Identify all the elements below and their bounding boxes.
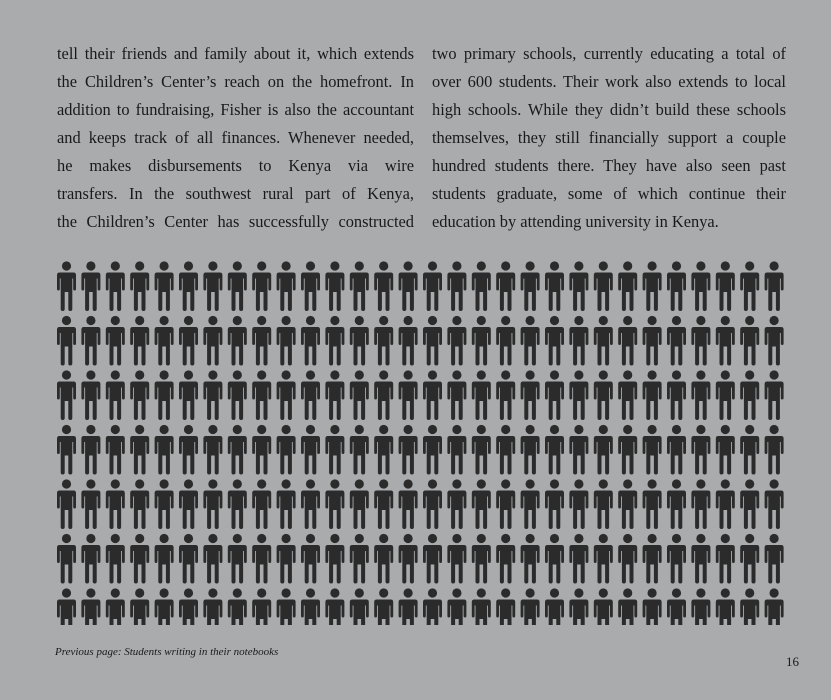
person-icon bbox=[325, 261, 344, 311]
left-text-column bbox=[57, 40, 414, 236]
person-icon bbox=[350, 316, 369, 366]
person-icon bbox=[447, 479, 466, 529]
text-line: two primary schools, currently educating a total of bbox=[432, 44, 786, 63]
person-icon bbox=[472, 261, 491, 311]
person-icon bbox=[301, 479, 320, 529]
person-icon bbox=[57, 370, 76, 420]
person-icon bbox=[252, 534, 271, 584]
person-icon bbox=[155, 588, 174, 625]
person-icon bbox=[521, 425, 540, 475]
person-icon bbox=[155, 534, 174, 584]
text-line: transfers. In the southwest rural part of Kenya, bbox=[57, 184, 414, 203]
person-icon bbox=[423, 261, 442, 311]
person-icon bbox=[472, 534, 491, 584]
person-icon bbox=[618, 588, 637, 625]
person-icon bbox=[203, 588, 222, 625]
person-icon bbox=[301, 425, 320, 475]
person-icon bbox=[130, 534, 149, 584]
people-icon-grid bbox=[55, 260, 787, 625]
person-icon bbox=[569, 479, 588, 529]
person-icon bbox=[447, 261, 466, 311]
person-icon bbox=[472, 588, 491, 625]
text-line: education by attending university in Kenya. bbox=[432, 212, 719, 231]
person-icon bbox=[325, 370, 344, 420]
person-icon bbox=[716, 425, 735, 475]
text-line: he makes disbursements to Kenya via wire bbox=[57, 156, 414, 175]
person-icon bbox=[691, 316, 710, 366]
person-icon bbox=[496, 261, 515, 311]
person-icon bbox=[716, 534, 735, 584]
person-icon bbox=[374, 316, 393, 366]
person-icon bbox=[179, 588, 198, 625]
person-icon bbox=[301, 261, 320, 311]
person-icon bbox=[569, 316, 588, 366]
person-icon bbox=[521, 261, 540, 311]
person-icon bbox=[569, 534, 588, 584]
person-icon bbox=[277, 261, 296, 311]
person-icon bbox=[472, 316, 491, 366]
person-icon bbox=[399, 425, 418, 475]
person-icon bbox=[594, 534, 613, 584]
person-icon bbox=[374, 425, 393, 475]
person-icon bbox=[472, 425, 491, 475]
person-icon bbox=[203, 261, 222, 311]
person-icon bbox=[594, 479, 613, 529]
person-icon bbox=[350, 425, 369, 475]
person-icon bbox=[740, 479, 759, 529]
person-icon bbox=[545, 370, 564, 420]
person-icon bbox=[374, 534, 393, 584]
person-icon bbox=[252, 261, 271, 311]
person-icon bbox=[740, 370, 759, 420]
person-icon bbox=[179, 425, 198, 475]
person-icon bbox=[252, 425, 271, 475]
person-icon bbox=[691, 425, 710, 475]
person-icon bbox=[667, 534, 686, 584]
person-icon bbox=[423, 370, 442, 420]
photo-caption: Previous page: Students writing in their notebooks bbox=[55, 646, 279, 658]
person-icon bbox=[301, 370, 320, 420]
person-icon bbox=[740, 588, 759, 625]
person-icon bbox=[545, 316, 564, 366]
person-icon bbox=[106, 370, 125, 420]
person-icon bbox=[569, 588, 588, 625]
text-line: tell their friends and family about it, which extends bbox=[57, 44, 414, 63]
person-icon bbox=[643, 370, 662, 420]
person-icon bbox=[740, 534, 759, 584]
person-icon bbox=[325, 534, 344, 584]
person-icon bbox=[545, 588, 564, 625]
person-icon bbox=[521, 316, 540, 366]
person-icon bbox=[691, 370, 710, 420]
person-icon bbox=[179, 316, 198, 366]
person-icon bbox=[350, 370, 369, 420]
person-icon bbox=[374, 588, 393, 625]
person-icon bbox=[350, 588, 369, 625]
person-icon bbox=[350, 261, 369, 311]
person-icon bbox=[57, 479, 76, 529]
person-icon bbox=[374, 479, 393, 529]
text-line: high schools. While they didn’t build these schools bbox=[432, 100, 786, 119]
person-icon bbox=[740, 425, 759, 475]
person-icon bbox=[203, 534, 222, 584]
person-icon bbox=[325, 425, 344, 475]
person-icon bbox=[618, 425, 637, 475]
person-icon bbox=[447, 534, 466, 584]
person-icon bbox=[643, 479, 662, 529]
person-icon bbox=[130, 316, 149, 366]
person-icon bbox=[130, 588, 149, 625]
person-icon bbox=[740, 316, 759, 366]
person-icon bbox=[155, 425, 174, 475]
person-icon bbox=[691, 534, 710, 584]
person-icon bbox=[545, 425, 564, 475]
person-icon bbox=[350, 534, 369, 584]
person-icon bbox=[496, 479, 515, 529]
person-icon bbox=[155, 479, 174, 529]
person-icon bbox=[716, 316, 735, 366]
person-icon bbox=[643, 261, 662, 311]
person-icon bbox=[228, 479, 247, 529]
person-icon bbox=[399, 261, 418, 311]
person-icon bbox=[423, 479, 442, 529]
person-icon bbox=[643, 588, 662, 625]
person-icon bbox=[569, 370, 588, 420]
person-icon bbox=[545, 261, 564, 311]
person-icon bbox=[203, 479, 222, 529]
text-line: the Children’s Center’s reach on the homefront. In bbox=[57, 72, 414, 91]
person-icon bbox=[130, 425, 149, 475]
person-icon bbox=[521, 534, 540, 584]
person-icon bbox=[399, 479, 418, 529]
person-icon bbox=[667, 370, 686, 420]
person-icon bbox=[228, 370, 247, 420]
person-icon bbox=[423, 425, 442, 475]
person-icon bbox=[155, 370, 174, 420]
right-text-column bbox=[432, 40, 786, 236]
person-icon bbox=[399, 316, 418, 366]
person-icon bbox=[106, 316, 125, 366]
person-icon bbox=[472, 479, 491, 529]
person-icon bbox=[277, 370, 296, 420]
person-icon bbox=[277, 316, 296, 366]
person-icon bbox=[252, 479, 271, 529]
person-icon bbox=[423, 534, 442, 584]
person-icon bbox=[643, 316, 662, 366]
person-icon bbox=[594, 588, 613, 625]
person-icon bbox=[716, 261, 735, 311]
person-icon bbox=[106, 261, 125, 311]
person-icon bbox=[325, 316, 344, 366]
person-icon bbox=[569, 425, 588, 475]
person-icon bbox=[81, 425, 100, 475]
person-icon bbox=[155, 261, 174, 311]
person-icon bbox=[569, 261, 588, 311]
person-icon bbox=[301, 588, 320, 625]
person-icon bbox=[691, 588, 710, 625]
person-icon bbox=[130, 370, 149, 420]
person-icon bbox=[521, 588, 540, 625]
person-icon bbox=[496, 588, 515, 625]
person-icon bbox=[716, 588, 735, 625]
person-icon bbox=[106, 534, 125, 584]
person-icon bbox=[618, 534, 637, 584]
person-icon bbox=[228, 261, 247, 311]
person-icon bbox=[496, 534, 515, 584]
person-icon bbox=[57, 534, 76, 584]
person-icon bbox=[325, 479, 344, 529]
person-icon bbox=[155, 316, 174, 366]
person-icon bbox=[228, 425, 247, 475]
person-icon bbox=[203, 370, 222, 420]
person-icon bbox=[447, 425, 466, 475]
person-icon bbox=[447, 588, 466, 625]
text-line: addition to fundraising, Fisher is also the accountant bbox=[57, 100, 414, 119]
person-icon bbox=[106, 588, 125, 625]
person-icon bbox=[765, 425, 784, 475]
person-icon bbox=[667, 316, 686, 366]
person-icon bbox=[691, 479, 710, 529]
person-icon bbox=[277, 425, 296, 475]
person-icon bbox=[423, 316, 442, 366]
person-icon bbox=[179, 479, 198, 529]
person-icon bbox=[301, 534, 320, 584]
person-icon bbox=[765, 261, 784, 311]
person-icon bbox=[667, 425, 686, 475]
person-icon bbox=[496, 316, 515, 366]
person-icon bbox=[496, 425, 515, 475]
person-icon bbox=[447, 316, 466, 366]
person-icon bbox=[765, 479, 784, 529]
person-icon bbox=[325, 588, 344, 625]
person-icon bbox=[618, 261, 637, 311]
person-icon bbox=[57, 588, 76, 625]
person-icon bbox=[399, 370, 418, 420]
person-icon bbox=[594, 316, 613, 366]
person-icon bbox=[81, 534, 100, 584]
text-line: and keeps track of all finances. Whenever needed, bbox=[57, 128, 414, 147]
person-icon bbox=[277, 479, 296, 529]
person-icon bbox=[130, 261, 149, 311]
person-icon bbox=[545, 479, 564, 529]
person-icon bbox=[179, 370, 198, 420]
person-icon bbox=[716, 479, 735, 529]
person-icon bbox=[57, 316, 76, 366]
text-line: the Children’s Center has successfully constructed bbox=[57, 212, 414, 231]
person-icon bbox=[81, 479, 100, 529]
person-icon bbox=[765, 370, 784, 420]
person-icon bbox=[399, 588, 418, 625]
text-line: themselves, they still financially support a couple bbox=[432, 128, 786, 147]
text-line: students graduate, some of which continue their bbox=[432, 184, 786, 203]
left-paragraph bbox=[57, 40, 414, 236]
person-icon bbox=[350, 479, 369, 529]
text-line: over 600 students. Their work also extends to local bbox=[432, 72, 786, 91]
person-icon bbox=[399, 534, 418, 584]
right-paragraph bbox=[432, 40, 786, 236]
person-icon bbox=[203, 316, 222, 366]
person-icon bbox=[618, 316, 637, 366]
person-icon bbox=[106, 425, 125, 475]
person-icon bbox=[496, 370, 515, 420]
person-icon bbox=[179, 261, 198, 311]
person-icon bbox=[691, 261, 710, 311]
person-icon bbox=[252, 370, 271, 420]
person-icon bbox=[179, 534, 198, 584]
person-icon bbox=[765, 588, 784, 625]
person-icon bbox=[106, 479, 125, 529]
person-icon bbox=[374, 370, 393, 420]
person-icon bbox=[643, 534, 662, 584]
person-icon bbox=[57, 261, 76, 311]
person-icon bbox=[594, 261, 613, 311]
person-icon bbox=[521, 479, 540, 529]
person-icon bbox=[594, 425, 613, 475]
text-line: hundred students there. They have also seen past bbox=[432, 156, 786, 175]
person-icon bbox=[765, 316, 784, 366]
person-icon bbox=[277, 588, 296, 625]
person-icon bbox=[545, 534, 564, 584]
person-icon bbox=[277, 534, 296, 584]
person-icon bbox=[618, 370, 637, 420]
person-icon bbox=[252, 316, 271, 366]
person-icon bbox=[228, 534, 247, 584]
person-icon bbox=[81, 370, 100, 420]
person-icon bbox=[228, 588, 247, 625]
person-icon bbox=[740, 261, 759, 311]
person-icon bbox=[594, 370, 613, 420]
person-icon bbox=[716, 370, 735, 420]
person-icon bbox=[57, 425, 76, 475]
person-icon bbox=[81, 261, 100, 311]
person-icon bbox=[228, 316, 247, 366]
person-icon bbox=[618, 479, 637, 529]
person-icon bbox=[81, 588, 100, 625]
person-icon bbox=[423, 588, 442, 625]
person-icon bbox=[252, 588, 271, 625]
person-icon bbox=[203, 425, 222, 475]
person-icon bbox=[667, 588, 686, 625]
page-number: 16 bbox=[786, 654, 799, 669]
person-icon bbox=[472, 370, 491, 420]
person-icon bbox=[667, 261, 686, 311]
person-icon bbox=[374, 261, 393, 311]
person-icon bbox=[447, 370, 466, 420]
person-icon bbox=[301, 316, 320, 366]
person-icon bbox=[765, 534, 784, 584]
person-icon bbox=[130, 479, 149, 529]
person-icon bbox=[643, 425, 662, 475]
person-icon bbox=[667, 479, 686, 529]
person-icon bbox=[81, 316, 100, 366]
person-icon bbox=[521, 370, 540, 420]
